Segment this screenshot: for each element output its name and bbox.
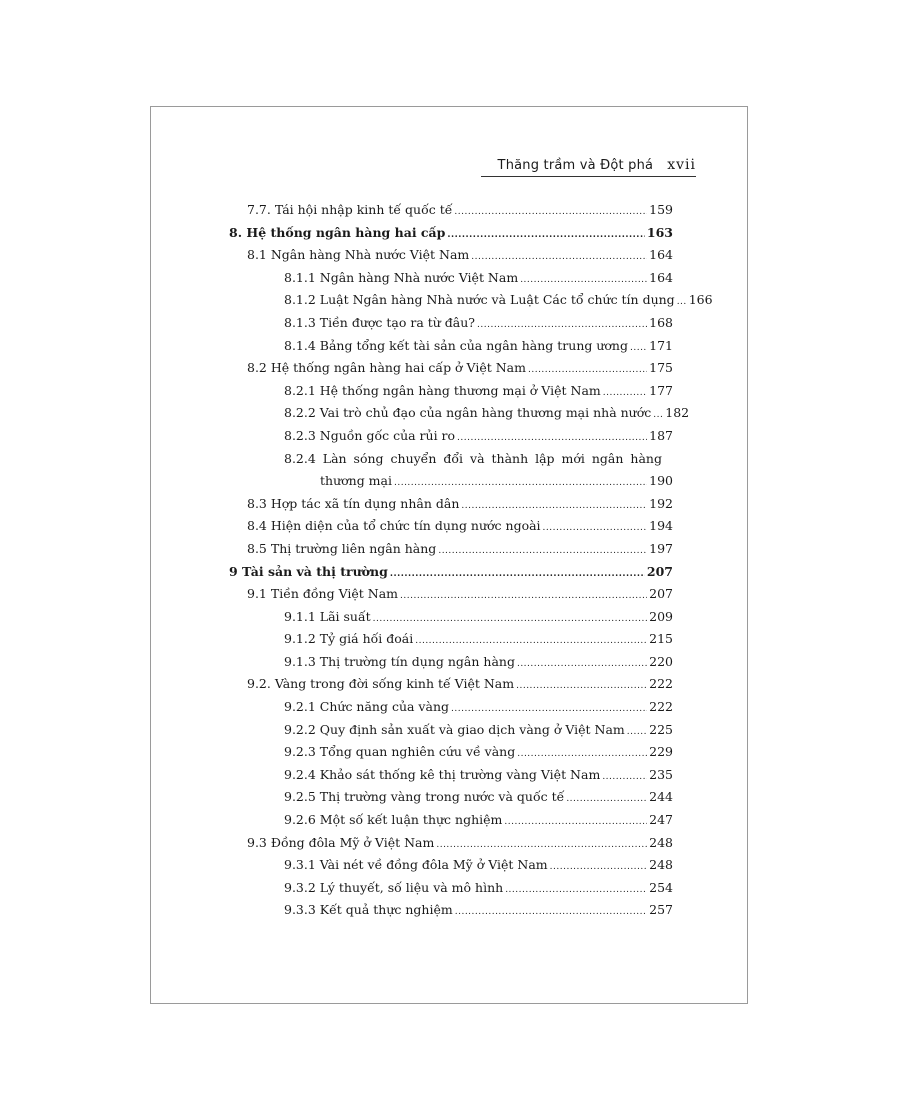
toc-entry [229,835,673,858]
toc-entry-page: 197 [649,540,673,556]
toc-entry-title: 8.2.3 Nguồn gốc của rủi ro [284,427,456,443]
toc-entry [229,202,673,225]
toc-entry-title-continued: thương mại [320,473,392,489]
toc-entry [229,676,673,699]
toc-entry-page: 164 [649,269,673,285]
toc-entry-title: 9.2.5 Thị trường vàng trong nước và quốc tế [284,789,565,805]
toc-entry-page: 257 [649,902,673,918]
book-page [150,106,748,1004]
toc-entry [229,812,673,835]
toc-entry [229,360,673,383]
toc-entry-title: 9.2. Vàng trong đời sống kinh tế Việt Nam [247,676,515,692]
dot-leader [566,794,647,804]
toc-entry [229,609,673,632]
toc-entry-page: 207 [649,586,673,602]
toc-entry [229,383,673,406]
toc-entry-title: 9.2.4 Khảo sát thống kê thị trường vàng Việt Nam [284,766,601,782]
toc-entry-title: 8.4 Hiện diện của tổ chức tín dụng nước ngoài [247,518,541,534]
dot-leader [520,275,647,285]
toc-entry-title: 9.1.3 Thị trường tín dụng ngân hàng [284,653,515,669]
table-of-contents [229,202,713,925]
toc-entry-title: 8.1 Ngân hàng Nhà nước Việt Nam [247,247,470,263]
toc-entry-page: 187 [649,427,673,443]
dot-leader [504,817,647,827]
book-title: Thăng trầm và Đột phá [497,158,654,173]
dot-leader [516,681,647,691]
dot-leader [373,614,647,624]
toc-entry [229,225,673,248]
dot-leader [451,704,647,714]
toc-entry-title: 7.7. Tái hội nhập kinh tế quốc tế [247,202,453,217]
dot-leader [461,501,647,511]
toc-entry-page: 207 [646,563,673,579]
dot-leader [436,840,647,850]
dot-leader [528,365,647,375]
toc-entry-title: 8.1.3 Tiền được tạo ra từ đâu? [284,314,476,330]
dot-leader [455,907,647,917]
toc-entry [229,541,673,564]
dot-leader [457,433,647,443]
toc-entry-title: 9.1.2 Tỷ giá hối đoái [284,631,414,647]
toc-entry-title: 9 Tài sản và thị trường [229,563,388,579]
toc-entry-page: 248 [649,857,673,873]
toc-entry-page: 164 [649,247,673,263]
toc-entry [229,722,673,745]
toc-entry [229,586,673,609]
toc-entry [229,247,673,270]
toc-entry [229,338,673,361]
toc-entry-page: 247 [649,812,673,828]
toc-entry-page: 190 [649,473,673,489]
dot-leader [517,749,647,759]
dot-leader [653,410,663,420]
toc-entry [229,902,673,925]
toc-entry [229,496,673,519]
toc-entry-page: 235 [649,766,673,782]
toc-entry [229,428,673,451]
toc-entry [229,564,673,587]
toc-entry-title: 9.2.1 Chức năng của vàng [284,699,449,715]
toc-entry [229,451,673,496]
toc-entry-page: 222 [649,699,673,715]
dot-leader [394,478,647,488]
toc-entry-title: 9.3.3 Kết quả thực nghiệm [284,902,453,918]
toc-entry-title: 9.2.6 Một số kết luận thực nghiệm [284,812,503,828]
dot-leader [447,230,645,240]
dot-leader [550,862,647,872]
toc-entry [229,744,673,767]
toc-entry-page: 166 [688,292,713,308]
toc-entry-page: 254 [649,879,673,895]
toc-entry [229,857,673,880]
toc-entry-page: 209 [649,608,673,624]
toc-entry-page: 168 [649,314,673,330]
dot-leader [602,772,647,782]
toc-entry [229,518,673,541]
toc-entry-page: 163 [646,224,673,240]
dot-leader [677,297,687,307]
dot-leader [627,727,647,737]
dot-leader [471,252,647,262]
toc-entry-title: 8.5 Thị trường liên ngân hàng [247,540,437,556]
toc-entry-page: 171 [649,337,673,353]
dot-leader [543,523,648,533]
toc-entry-title: 9.2.2 Quy định sản xuất và giao dịch vàng ở Việt Nam [284,721,625,737]
toc-entry [229,315,673,338]
toc-entry [229,654,673,677]
toc-entry [229,699,673,722]
running-header [481,155,696,177]
toc-entry-title: 9.1 Tiền đồng Việt Nam [247,586,399,602]
toc-entry [229,292,713,315]
page-number: xvii [667,157,696,173]
dot-leader [454,207,647,217]
toc-entry-title: 8.1.2 Luật Ngân hàng Nhà nước và Luật Các tổ chức tín dụng [284,292,675,308]
toc-entry-page: 244 [649,789,673,805]
toc-entry-page: 229 [649,744,673,760]
toc-entry-title: 9.3.1 Vài nét về đồng đôla Mỹ ở Việt Nam [284,857,548,873]
toc-entry-title: 8.1.1 Ngân hàng Nhà nước Việt Nam [284,269,519,285]
toc-entry-page: 248 [649,834,673,850]
toc-entry-page: 194 [649,518,673,534]
dot-leader [390,569,645,579]
dot-leader [415,636,647,646]
toc-entry-title: 8.3 Hợp tác xã tín dụng nhân dân [247,495,460,511]
toc-entry-page: 192 [649,495,673,511]
toc-entry [229,767,673,790]
dot-leader [505,885,647,895]
toc-entry [229,270,673,293]
toc-entry-title: 8.2.1 Hệ thống ngân hàng thương mại ở Việt Nam [284,382,601,398]
toc-entry-title: 8.2.2 Vai trò chủ đạo của ngân hàng thương mại nhà nước [284,405,652,421]
toc-entry [229,789,673,812]
toc-entry-title: 8.1.4 Bảng tổng kết tài sản của ngân hàng trung ương [284,337,628,353]
dot-leader [603,388,647,398]
toc-entry-page: 215 [649,631,673,647]
dot-leader [517,659,647,669]
toc-entry-page: 159 [649,202,673,217]
toc-entry [229,631,673,654]
toc-entry [229,880,673,903]
dot-leader [400,591,647,601]
toc-entry-page: 182 [665,405,690,421]
toc-entry-title: 8.2 Hệ thống ngân hàng hai cấp ở Việt Nam [247,360,526,376]
dot-leader [477,320,647,330]
toc-entry-title: 9.1.1 Lãi suất [284,608,371,624]
toc-entry-page: 177 [649,382,673,398]
toc-entry [229,405,690,428]
dot-leader [630,343,647,353]
toc-entry-page: 175 [649,360,673,376]
dot-leader [438,546,647,556]
toc-entry-title: 9.3 Đồng đôla Mỹ ở Việt Nam [247,834,435,850]
toc-entry-title: 9.2.3 Tổng quan nghiên cứu về vàng [284,744,516,760]
toc-entry-title: 8. Hệ thống ngân hàng hai cấp [229,224,446,240]
toc-entry-title: 8.2.4 Làn sóng chuyển đổi và thành lập mới ngân hàng [284,450,662,466]
toc-entry-page: 225 [649,721,673,737]
toc-entry-title: 9.3.2 Lý thuyết, số liệu và mô hình [284,879,504,895]
toc-entry-page: 222 [649,676,673,692]
toc-entry-page: 220 [649,653,673,669]
